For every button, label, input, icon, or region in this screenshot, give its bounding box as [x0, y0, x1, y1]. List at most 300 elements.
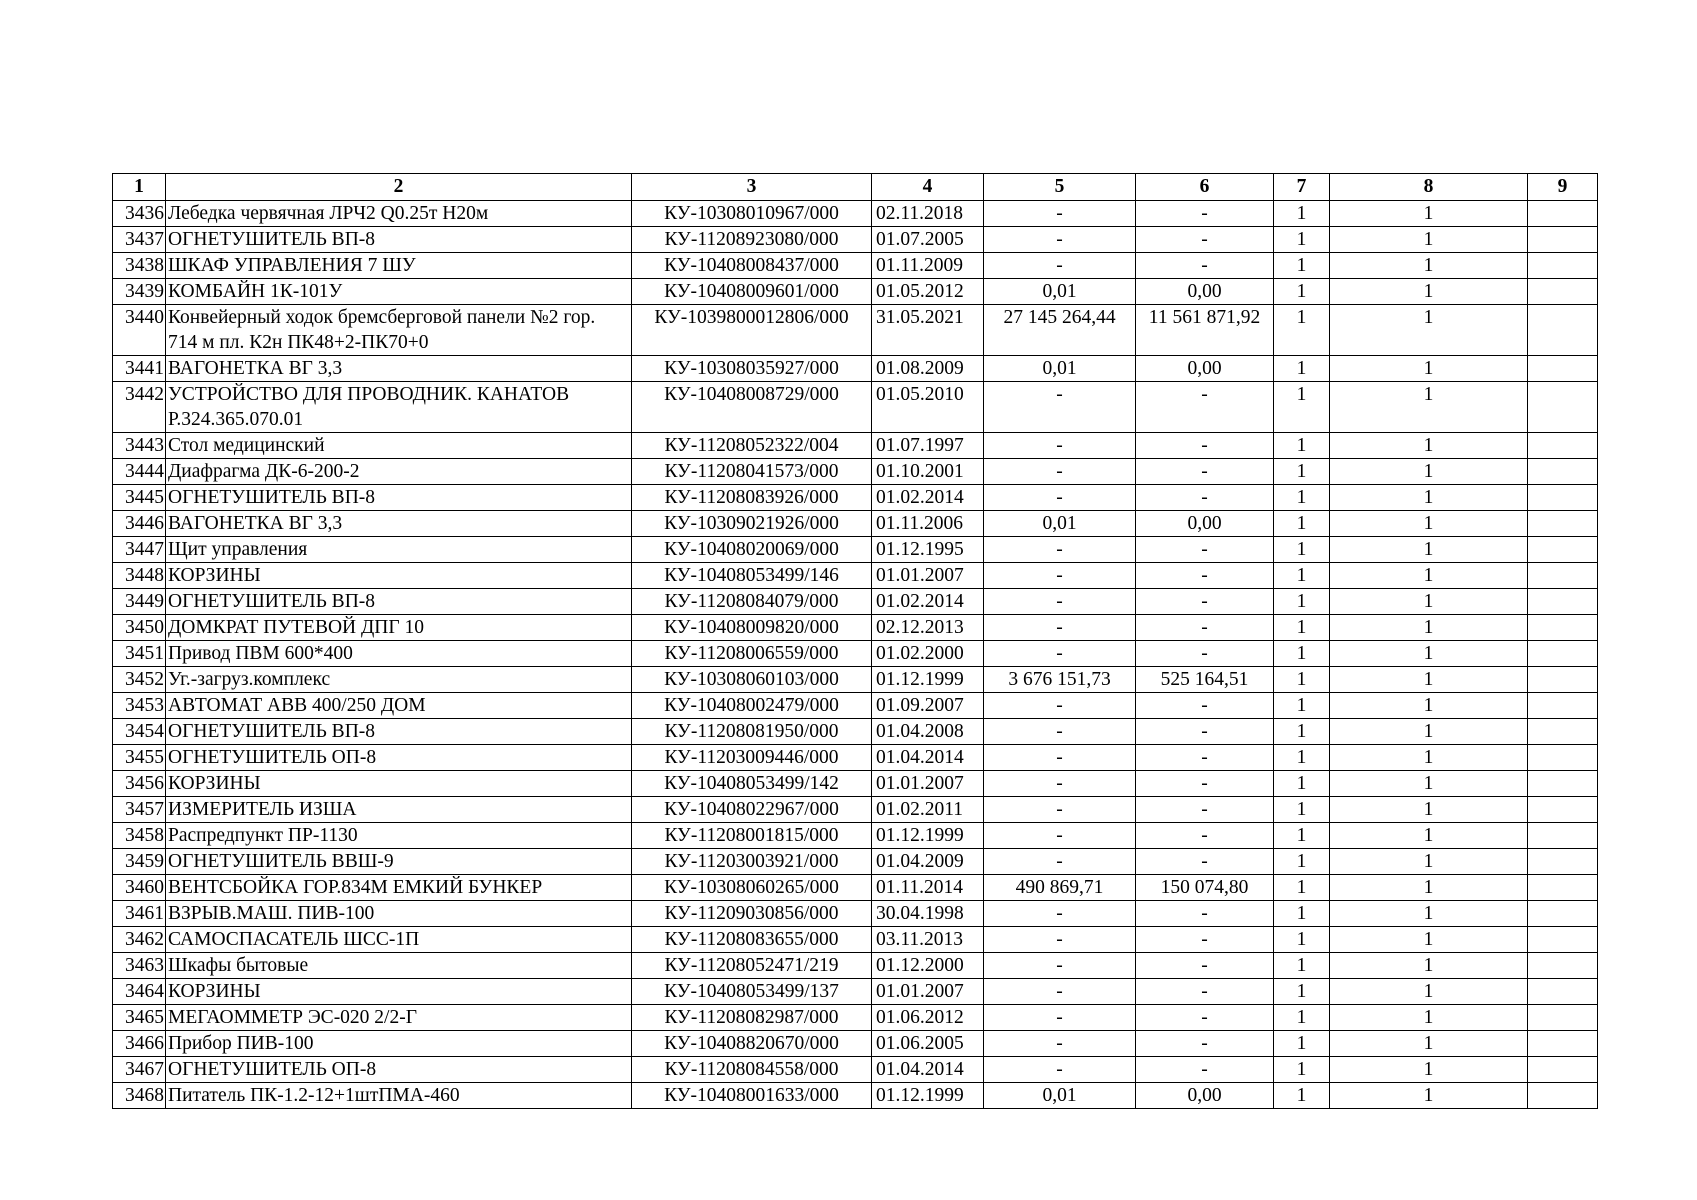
cell-note — [1528, 537, 1598, 563]
cell-qty-a: 1 — [1274, 511, 1330, 537]
header-row — [113, 174, 1598, 201]
table-row — [113, 849, 1598, 875]
cell-inventory-code: КУ-10408001633/000 — [632, 1083, 872, 1109]
cell-qty-a: 1 — [1274, 459, 1330, 485]
cell-qty-a: 1 — [1274, 1005, 1330, 1031]
table-row — [113, 667, 1598, 693]
table-row — [113, 305, 1598, 356]
cell-value-residual: - — [1136, 771, 1274, 797]
cell-date: 01.02.2011 — [872, 797, 984, 823]
cell-value-initial: - — [984, 589, 1136, 615]
cell-qty-a: 1 — [1274, 356, 1330, 382]
cell-qty-a: 1 — [1274, 797, 1330, 823]
cell-note — [1528, 459, 1598, 485]
cell-value-initial: - — [984, 901, 1136, 927]
cell-qty-b: 1 — [1330, 953, 1528, 979]
cell-row-number: 3442 — [113, 382, 166, 433]
cell-value-residual: - — [1136, 901, 1274, 927]
cell-row-number: 3437 — [113, 227, 166, 253]
cell-inventory-code: КУ-10408008729/000 — [632, 382, 872, 433]
cell-qty-a: 1 — [1274, 305, 1330, 356]
cell-qty-b: 1 — [1330, 979, 1528, 1005]
cell-inventory-code: КУ-11209030856/000 — [632, 901, 872, 927]
cell-qty-b: 1 — [1330, 1031, 1528, 1057]
cell-value-residual: - — [1136, 719, 1274, 745]
cell-note — [1528, 745, 1598, 771]
cell-inventory-code: КУ-1039800012806/000 — [632, 305, 872, 356]
cell-note — [1528, 227, 1598, 253]
cell-inventory-code: КУ-10308035927/000 — [632, 356, 872, 382]
cell-value-initial: 3 676 151,73 — [984, 667, 1136, 693]
cell-item-name: КОМБАЙН 1К-101У — [166, 279, 632, 305]
cell-qty-a: 1 — [1274, 201, 1330, 227]
cell-note — [1528, 356, 1598, 382]
cell-date: 01.12.1995 — [872, 537, 984, 563]
cell-date: 01.11.2014 — [872, 875, 984, 901]
cell-date: 01.01.2007 — [872, 979, 984, 1005]
cell-qty-b: 1 — [1330, 201, 1528, 227]
cell-qty-a: 1 — [1274, 615, 1330, 641]
cell-value-initial: - — [984, 1031, 1136, 1057]
cell-date: 01.04.2009 — [872, 849, 984, 875]
table-row — [113, 953, 1598, 979]
cell-row-number: 3465 — [113, 1005, 166, 1031]
cell-value-residual: - — [1136, 433, 1274, 459]
table-row — [113, 641, 1598, 667]
cell-note — [1528, 693, 1598, 719]
cell-note — [1528, 797, 1598, 823]
cell-row-number: 3444 — [113, 459, 166, 485]
cell-date: 01.02.2014 — [872, 589, 984, 615]
cell-value-residual: - — [1136, 1057, 1274, 1083]
cell-date: 01.05.2010 — [872, 382, 984, 433]
cell-row-number: 3462 — [113, 927, 166, 953]
cell-item-name: КОРЗИНЫ — [166, 563, 632, 589]
cell-inventory-code: КУ-11208084558/000 — [632, 1057, 872, 1083]
cell-qty-b: 1 — [1330, 719, 1528, 745]
table-row — [113, 485, 1598, 511]
cell-value-initial: - — [984, 459, 1136, 485]
cell-qty-a: 1 — [1274, 667, 1330, 693]
cell-row-number: 3454 — [113, 719, 166, 745]
cell-inventory-code: КУ-11208083926/000 — [632, 485, 872, 511]
cell-value-initial: - — [984, 797, 1136, 823]
cell-inventory-code: КУ-11208084079/000 — [632, 589, 872, 615]
cell-note — [1528, 1083, 1598, 1109]
table-row — [113, 1057, 1598, 1083]
cell-inventory-code: КУ-10308060103/000 — [632, 667, 872, 693]
cell-inventory-code: КУ-10308060265/000 — [632, 875, 872, 901]
cell-row-number: 3456 — [113, 771, 166, 797]
cell-row-number: 3459 — [113, 849, 166, 875]
cell-qty-a: 1 — [1274, 745, 1330, 771]
cell-value-residual: 11 561 871,92 — [1136, 305, 1274, 356]
cell-item-name: МЕГАОММЕТР ЭС-020 2/2-Г — [166, 1005, 632, 1031]
table-body — [113, 201, 1598, 1109]
cell-row-number: 3440 — [113, 305, 166, 356]
cell-value-initial: - — [984, 433, 1136, 459]
cell-item-name: ОГНЕТУШИТЕЛЬ ВП-8 — [166, 589, 632, 615]
cell-date: 01.09.2007 — [872, 693, 984, 719]
cell-value-initial: 0,01 — [984, 356, 1136, 382]
cell-value-initial: - — [984, 615, 1136, 641]
table-row — [113, 459, 1598, 485]
cell-date: 03.11.2013 — [872, 927, 984, 953]
cell-item-name: ОГНЕТУШИТЕЛЬ ВП-8 — [166, 719, 632, 745]
cell-row-number: 3458 — [113, 823, 166, 849]
cell-qty-b: 1 — [1330, 823, 1528, 849]
table-row — [113, 823, 1598, 849]
cell-inventory-code: КУ-11208923080/000 — [632, 227, 872, 253]
cell-qty-b: 1 — [1330, 1005, 1528, 1031]
cell-inventory-code: КУ-11208052322/004 — [632, 433, 872, 459]
cell-item-name: ОГНЕТУШИТЕЛЬ ВП-8 — [166, 485, 632, 511]
table-row — [113, 279, 1598, 305]
cell-qty-b: 1 — [1330, 305, 1528, 356]
table-row — [113, 511, 1598, 537]
table-row — [113, 356, 1598, 382]
cell-value-residual: - — [1136, 823, 1274, 849]
cell-row-number: 3455 — [113, 745, 166, 771]
cell-value-residual: - — [1136, 615, 1274, 641]
cell-value-initial: 27 145 264,44 — [984, 305, 1136, 356]
cell-qty-a: 1 — [1274, 901, 1330, 927]
table-row — [113, 433, 1598, 459]
table-row — [113, 693, 1598, 719]
cell-qty-b: 1 — [1330, 693, 1528, 719]
table-row — [113, 901, 1598, 927]
cell-qty-a: 1 — [1274, 771, 1330, 797]
cell-qty-a: 1 — [1274, 1031, 1330, 1057]
cell-value-residual: 0,00 — [1136, 356, 1274, 382]
cell-item-name: Питатель ПК-1.2-12+1штПМА-460 — [166, 1083, 632, 1109]
cell-value-residual: - — [1136, 563, 1274, 589]
cell-date: 01.11.2009 — [872, 253, 984, 279]
cell-row-number: 3447 — [113, 537, 166, 563]
cell-date: 01.10.2001 — [872, 459, 984, 485]
cell-date: 01.07.2005 — [872, 227, 984, 253]
cell-inventory-code: КУ-11208041573/000 — [632, 459, 872, 485]
cell-value-initial: - — [984, 927, 1136, 953]
table-row — [113, 1083, 1598, 1109]
cell-inventory-code: КУ-10309021926/000 — [632, 511, 872, 537]
cell-value-residual: - — [1136, 1005, 1274, 1031]
cell-note — [1528, 1057, 1598, 1083]
column-header-5: 5 — [984, 174, 1136, 201]
cell-date: 01.07.1997 — [872, 433, 984, 459]
cell-qty-b: 1 — [1330, 615, 1528, 641]
inventory-table — [112, 173, 1598, 1109]
cell-qty-b: 1 — [1330, 511, 1528, 537]
cell-row-number: 3445 — [113, 485, 166, 511]
cell-qty-a: 1 — [1274, 433, 1330, 459]
cell-note — [1528, 667, 1598, 693]
column-header-3: 3 — [632, 174, 872, 201]
cell-qty-b: 1 — [1330, 279, 1528, 305]
cell-note — [1528, 201, 1598, 227]
cell-value-residual: - — [1136, 745, 1274, 771]
cell-row-number: 3443 — [113, 433, 166, 459]
cell-value-residual: - — [1136, 382, 1274, 433]
table-row — [113, 927, 1598, 953]
cell-note — [1528, 771, 1598, 797]
cell-note — [1528, 823, 1598, 849]
cell-qty-a: 1 — [1274, 953, 1330, 979]
table-row — [113, 563, 1598, 589]
cell-item-name: Распредпункт ПР-1130 — [166, 823, 632, 849]
cell-date: 01.01.2007 — [872, 563, 984, 589]
cell-qty-a: 1 — [1274, 485, 1330, 511]
cell-item-name: ИЗМЕРИТЕЛЬ ИЗША — [166, 797, 632, 823]
cell-date: 31.05.2021 — [872, 305, 984, 356]
cell-value-initial: - — [984, 1057, 1136, 1083]
cell-row-number: 3452 — [113, 667, 166, 693]
cell-qty-a: 1 — [1274, 927, 1330, 953]
cell-row-number: 3439 — [113, 279, 166, 305]
cell-row-number: 3436 — [113, 201, 166, 227]
cell-item-name: ВЕНТСБОЙКА ГОР.834М ЕМКИЙ БУНКЕР — [166, 875, 632, 901]
cell-date: 01.02.2000 — [872, 641, 984, 667]
column-header-6: 6 — [1136, 174, 1274, 201]
cell-value-initial: 0,01 — [984, 279, 1136, 305]
column-header-1: 1 — [113, 174, 166, 201]
table-row — [113, 1005, 1598, 1031]
cell-qty-a: 1 — [1274, 253, 1330, 279]
cell-inventory-code: КУ-10408009820/000 — [632, 615, 872, 641]
cell-value-initial: - — [984, 693, 1136, 719]
cell-value-residual: - — [1136, 201, 1274, 227]
cell-item-name: Диафрагма ДК-6-200-2 — [166, 459, 632, 485]
cell-qty-b: 1 — [1330, 797, 1528, 823]
cell-value-residual: - — [1136, 1031, 1274, 1057]
cell-value-residual: - — [1136, 693, 1274, 719]
table-row — [113, 797, 1598, 823]
table-row — [113, 615, 1598, 641]
cell-inventory-code: КУ-10408053499/146 — [632, 563, 872, 589]
cell-note — [1528, 279, 1598, 305]
cell-row-number: 3467 — [113, 1057, 166, 1083]
cell-date: 01.11.2006 — [872, 511, 984, 537]
cell-row-number: 3468 — [113, 1083, 166, 1109]
cell-value-initial: - — [984, 953, 1136, 979]
cell-inventory-code: КУ-11208081950/000 — [632, 719, 872, 745]
cell-item-name: Привод ПВМ 600*400 — [166, 641, 632, 667]
cell-row-number: 3441 — [113, 356, 166, 382]
cell-inventory-code: КУ-10408820670/000 — [632, 1031, 872, 1057]
cell-value-residual: - — [1136, 797, 1274, 823]
cell-row-number: 3449 — [113, 589, 166, 615]
cell-qty-a: 1 — [1274, 693, 1330, 719]
cell-note — [1528, 875, 1598, 901]
cell-qty-a: 1 — [1274, 823, 1330, 849]
cell-item-name: Шкафы бытовые — [166, 953, 632, 979]
cell-qty-b: 1 — [1330, 901, 1528, 927]
cell-row-number: 3450 — [113, 615, 166, 641]
cell-value-residual: - — [1136, 953, 1274, 979]
cell-value-residual: - — [1136, 589, 1274, 615]
cell-item-name: КОРЗИНЫ — [166, 979, 632, 1005]
cell-qty-a: 1 — [1274, 719, 1330, 745]
cell-value-residual: - — [1136, 537, 1274, 563]
cell-row-number: 3460 — [113, 875, 166, 901]
cell-value-residual: - — [1136, 979, 1274, 1005]
table-row — [113, 719, 1598, 745]
cell-date: 01.04.2008 — [872, 719, 984, 745]
cell-inventory-code: КУ-10408008437/000 — [632, 253, 872, 279]
cell-note — [1528, 1031, 1598, 1057]
cell-item-name: Прибор ПИВ-100 — [166, 1031, 632, 1057]
cell-note — [1528, 511, 1598, 537]
cell-qty-b: 1 — [1330, 382, 1528, 433]
cell-qty-b: 1 — [1330, 537, 1528, 563]
cell-row-number: 3457 — [113, 797, 166, 823]
table-row — [113, 589, 1598, 615]
cell-item-name: Уг.-загруз.комплекс — [166, 667, 632, 693]
cell-qty-a: 1 — [1274, 875, 1330, 901]
cell-inventory-code: КУ-11203009446/000 — [632, 745, 872, 771]
cell-note — [1528, 433, 1598, 459]
cell-qty-a: 1 — [1274, 382, 1330, 433]
cell-qty-b: 1 — [1330, 356, 1528, 382]
cell-qty-b: 1 — [1330, 253, 1528, 279]
cell-value-residual: 0,00 — [1136, 279, 1274, 305]
cell-value-initial: - — [984, 719, 1136, 745]
cell-qty-b: 1 — [1330, 927, 1528, 953]
cell-item-name: ОГНЕТУШИТЕЛЬ ОП-8 — [166, 745, 632, 771]
cell-value-initial: - — [984, 253, 1136, 279]
cell-value-residual: - — [1136, 849, 1274, 875]
cell-qty-b: 1 — [1330, 485, 1528, 511]
column-header-8: 8 — [1330, 174, 1528, 201]
cell-date: 01.04.2014 — [872, 745, 984, 771]
cell-inventory-code: КУ-10408022967/000 — [632, 797, 872, 823]
cell-value-initial: - — [984, 382, 1136, 433]
cell-qty-b: 1 — [1330, 849, 1528, 875]
cell-value-initial: - — [984, 979, 1136, 1005]
cell-item-name: Щит управления — [166, 537, 632, 563]
cell-value-initial: - — [984, 849, 1136, 875]
cell-qty-b: 1 — [1330, 1057, 1528, 1083]
cell-note — [1528, 953, 1598, 979]
column-header-4: 4 — [872, 174, 984, 201]
cell-value-residual: - — [1136, 227, 1274, 253]
table-row — [113, 979, 1598, 1005]
cell-value-initial: 0,01 — [984, 511, 1136, 537]
table-row — [113, 1031, 1598, 1057]
cell-note — [1528, 927, 1598, 953]
cell-value-residual: - — [1136, 459, 1274, 485]
cell-value-initial: - — [984, 201, 1136, 227]
cell-item-name: ДОМКРАТ ПУТЕВОЙ ДПГ 10 — [166, 615, 632, 641]
cell-item-name: ОГНЕТУШИТЕЛЬ ВВШ-9 — [166, 849, 632, 875]
cell-value-initial: 490 869,71 — [984, 875, 1136, 901]
cell-value-initial: - — [984, 641, 1136, 667]
cell-value-initial: - — [984, 1005, 1136, 1031]
cell-inventory-code: КУ-11208001815/000 — [632, 823, 872, 849]
table-row — [113, 201, 1598, 227]
cell-inventory-code: КУ-11208052471/219 — [632, 953, 872, 979]
cell-inventory-code: КУ-11208006559/000 — [632, 641, 872, 667]
cell-date: 01.01.2007 — [872, 771, 984, 797]
cell-note — [1528, 641, 1598, 667]
cell-value-residual: 525 164,51 — [1136, 667, 1274, 693]
cell-inventory-code: КУ-11208083655/000 — [632, 927, 872, 953]
cell-item-name: ВЗРЫВ.МАШ. ПИВ-100 — [166, 901, 632, 927]
cell-row-number: 3464 — [113, 979, 166, 1005]
cell-note — [1528, 563, 1598, 589]
cell-date: 01.05.2012 — [872, 279, 984, 305]
cell-qty-a: 1 — [1274, 227, 1330, 253]
cell-note — [1528, 849, 1598, 875]
cell-qty-a: 1 — [1274, 279, 1330, 305]
cell-qty-b: 1 — [1330, 667, 1528, 693]
cell-value-residual: - — [1136, 927, 1274, 953]
cell-qty-a: 1 — [1274, 1057, 1330, 1083]
table-row — [113, 537, 1598, 563]
cell-value-residual: 150 074,80 — [1136, 875, 1274, 901]
cell-item-name: ШКАФ УПРАВЛЕНИЯ 7 ШУ — [166, 253, 632, 279]
cell-date: 01.02.2014 — [872, 485, 984, 511]
cell-note — [1528, 382, 1598, 433]
cell-inventory-code: КУ-11208082987/000 — [632, 1005, 872, 1031]
cell-item-name: Конвейерный ходок бремсберговой панели №2 гор. 714 м пл. К2н ПК48+2-ПК70+0 — [166, 305, 632, 356]
cell-date: 01.06.2012 — [872, 1005, 984, 1031]
cell-item-name: Лебедка червячная ЛРЧ2 Q0.25т Н20м — [166, 201, 632, 227]
cell-date: 01.12.1999 — [872, 667, 984, 693]
cell-qty-a: 1 — [1274, 641, 1330, 667]
cell-row-number: 3461 — [113, 901, 166, 927]
cell-qty-a: 1 — [1274, 1083, 1330, 1109]
cell-value-initial: - — [984, 227, 1136, 253]
table-row — [113, 875, 1598, 901]
cell-qty-b: 1 — [1330, 875, 1528, 901]
cell-date: 01.12.2000 — [872, 953, 984, 979]
cell-note — [1528, 979, 1598, 1005]
cell-qty-b: 1 — [1330, 433, 1528, 459]
cell-note — [1528, 485, 1598, 511]
cell-inventory-code: КУ-10408053499/137 — [632, 979, 872, 1005]
cell-item-name: ВАГОНЕТКА ВГ 3,3 — [166, 511, 632, 537]
cell-value-initial: - — [984, 823, 1136, 849]
cell-qty-b: 1 — [1330, 459, 1528, 485]
cell-inventory-code: КУ-10308010967/000 — [632, 201, 872, 227]
cell-inventory-code: КУ-11203003921/000 — [632, 849, 872, 875]
cell-item-name: КОРЗИНЫ — [166, 771, 632, 797]
cell-row-number: 3438 — [113, 253, 166, 279]
cell-qty-b: 1 — [1330, 589, 1528, 615]
column-header-2: 2 — [166, 174, 632, 201]
cell-qty-a: 1 — [1274, 849, 1330, 875]
cell-note — [1528, 305, 1598, 356]
cell-row-number: 3446 — [113, 511, 166, 537]
cell-item-name: ОГНЕТУШИТЕЛЬ ВП-8 — [166, 227, 632, 253]
cell-inventory-code: КУ-10408053499/142 — [632, 771, 872, 797]
cell-note — [1528, 253, 1598, 279]
cell-date: 02.11.2018 — [872, 201, 984, 227]
cell-item-name: УСТРОЙСТВО ДЛЯ ПРОВОДНИК. КАНАТОВ Р.324.365.070.01 — [166, 382, 632, 433]
cell-value-residual: 0,00 — [1136, 511, 1274, 537]
cell-value-residual: - — [1136, 641, 1274, 667]
cell-date: 02.12.2013 — [872, 615, 984, 641]
cell-qty-b: 1 — [1330, 745, 1528, 771]
cell-item-name: ВАГОНЕТКА ВГ 3,3 — [166, 356, 632, 382]
column-header-9: 9 — [1528, 174, 1598, 201]
cell-note — [1528, 615, 1598, 641]
table-row — [113, 382, 1598, 433]
table-row — [113, 253, 1598, 279]
cell-qty-b: 1 — [1330, 771, 1528, 797]
table-row — [113, 745, 1598, 771]
